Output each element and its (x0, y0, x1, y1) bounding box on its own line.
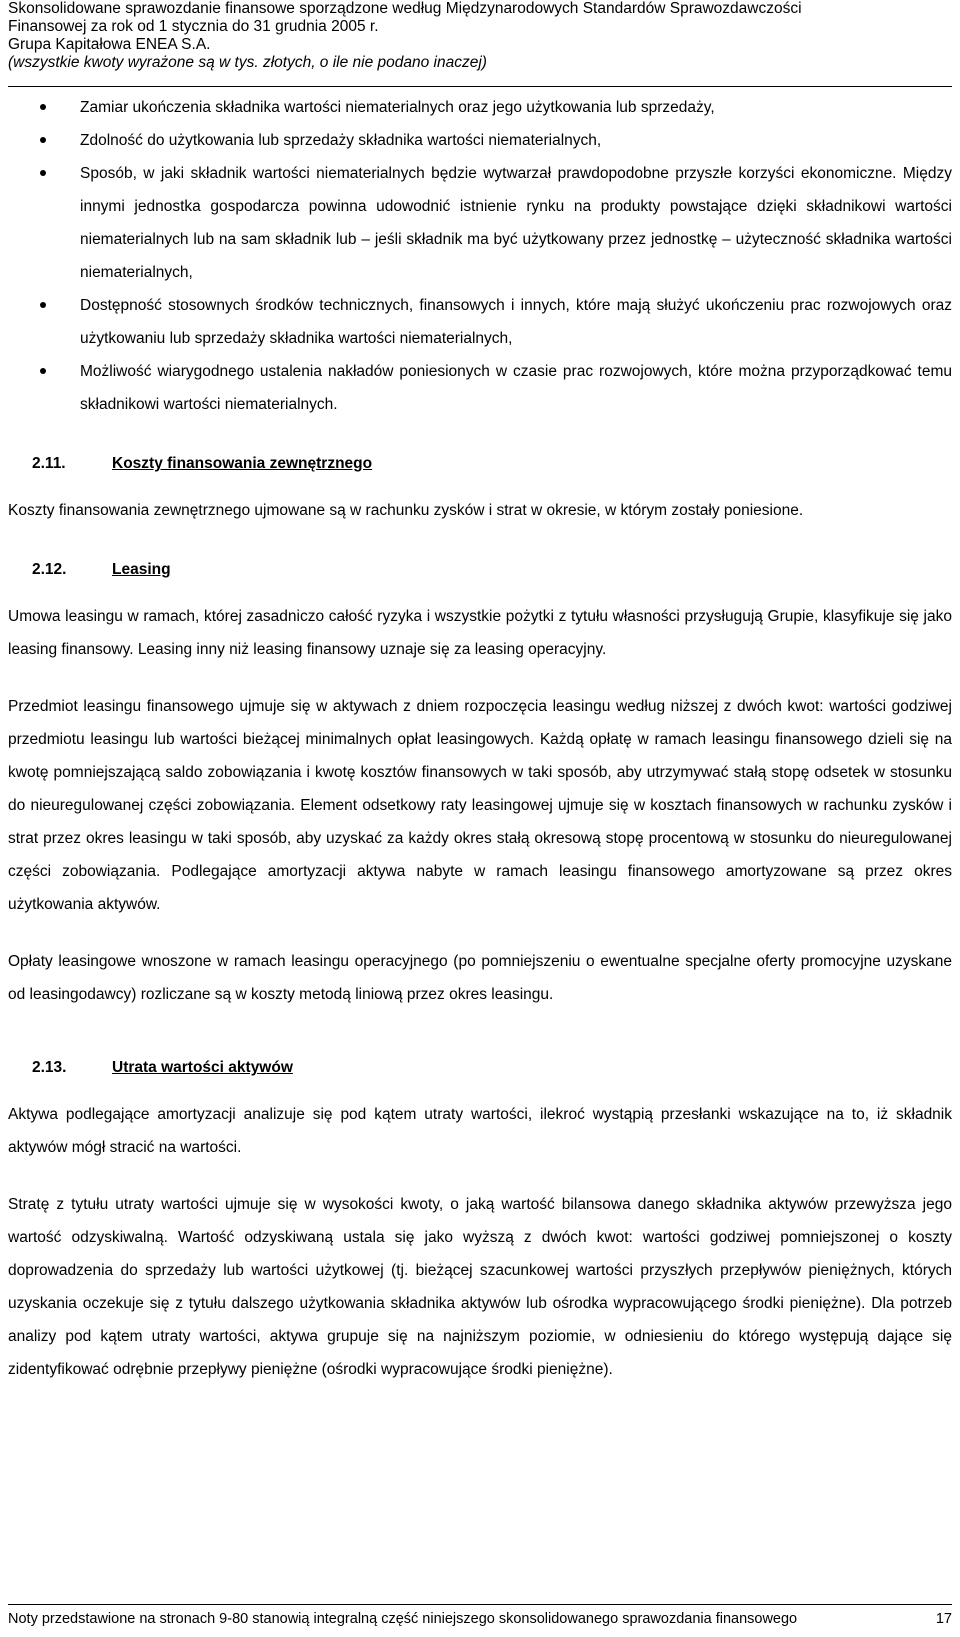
header-title-line-2: Finansowej za rok od 1 stycznia do 31 grudnia 2005 r. (8, 18, 379, 35)
header-company: Grupa Kapitałowa ENEA S.A. (8, 36, 211, 53)
section-heading-2-11 (32, 447, 952, 480)
paragraph: Aktywa podlegające amortyzacji analizuje się pod kątem utraty wartości, ilekroć wystąpią przesłanki wskazujące na to, iż składnik aktywów mógł stracić na wartości. (8, 1106, 952, 1156)
section-number: 2.11. (32, 455, 66, 472)
paragraph: Przedmiot leasingu finansowego ujmuje się w aktywach z dniem rozpoczęcia leasingu według niższej z dwóch kwot: wartości godziwej przedmiotu leasingu lub wartości bieżącej minimalnych opłat leasingowych. Każdą opłatę w ramach leasingu finansowego dzieli się na kwotę pomniejszającą saldo zobowiązania i kwotę kosztów finansowych w taki sposób, aby utrzymywać stałą stopę odsetek w stosunku do nieuregulowanej części zobowiązania. Element odsetkowy raty leasingowej ujmuje się w kosztach finansowych w rachunku zysków i strat przez okres leasingu w taki sposób, aby uzyskać za każdy okres stałą okresową stopę procentową w stosunku do nieuregulowanej części zobowiązania. Podlegające amortyzacji aktywa nabyte w ramach leasingu finansowego amortyzowane są przez okres użytkowania aktywów. (8, 698, 952, 913)
section-number: 2.13. (32, 1059, 67, 1076)
footer-note: Noty przedstawione na stronach 9-80 stanowią integralną część niniejszego skonsolidowanego sprawozdania finansowego (8, 1611, 798, 1627)
section-number: 2.12. (32, 561, 67, 578)
list-item: Zamiar ukończenia składnika wartości niematerialnych oraz jego użytkowania lub sprzedaży, (32, 91, 952, 124)
document-body (8, 92, 952, 1386)
paragraph: Opłaty leasingowe wnoszone w ramach leasingu operacyjnego (po pomniejszeniu o ewentualne specjalne oferty promocyjne uzyskane od leasingodawcy) rozliczane są w koszty metodą liniową przez okres leasingu. (8, 953, 952, 1003)
list-item: Możliwość wiarygodnego ustalenia nakładów poniesionych w czasie prac rozwojowych, które można przyporządkować temu składnikowi wartości niematerialnych. (32, 355, 952, 421)
header-title-line-1: Skonsolidowane sprawozdanie finansowe sporządzone według Międzynarodowych Standardów Sprawozdawczości (8, 0, 802, 17)
section-heading-2-13 (32, 1051, 952, 1084)
page-number: 17 (935, 1611, 952, 1627)
list-item: Sposób, w jaki składnik wartości niematerialnych będzie wytwarzał prawdopodobne przyszłe korzyści ekonomiczne. Między innymi jednostka gospodarcza powinna udowodnić istnienie rynku na produkty powstające dzięki składnikowi wartości niematerialnych lub na sam składnik lub – jeśli składnik ma być użytkowany przez jednostkę – użyteczność składnika wartości niematerialnych, (32, 157, 952, 289)
criteria-list (32, 91, 952, 421)
footer-divider (8, 1604, 952, 1605)
section-title: Utrata wartości aktywów (112, 1059, 293, 1076)
paragraph: Koszty finansowania zewnętrznego ujmowane są w rachunku zysków i strat w okresie, w którym zostały poniesione. (8, 502, 804, 519)
paragraph: Umowa leasingu w ramach, której zasadniczo całość ryzyka i wszystkie pożytki z tytułu własności przysługują Grupie, klasyfikuje się jako leasing finansowy. Leasing inny niż leasing finansowy uznaje się za leasing operacyjny. (8, 608, 952, 658)
paragraph: Stratę z tytułu utraty wartości ujmuje się w wysokości kwoty, o jaką wartość bilansowa danego składnika aktywów przewyższa jego wartość odzyskiwalną. Wartość odzyskiwaną ustala się jako wyższą z dwóch kwot: wartości godziwej pomniejszonej o koszty doprowadzenia do sprzedaży lub wartości użytkowej (tj. bieżącej szacunkowej wartości przyszłych przepływów pieniężnych, których uzyskania oczekuje się z tytułu dalszego użytkowania składnika aktywów lub ośrodka wypracowującego środki pieniężne). Dla potrzeb analizy pod kątem utraty wartości, aktywa grupuje się na najniższym poziomie, w odniesieniu do którego występują dające się zidentyfikować odrębnie przepływy pieniężne (ośrodki wypracowujące środki pieniężne). (8, 1196, 952, 1378)
header-divider (8, 86, 952, 87)
header-amounts-note: (wszystkie kwoty wyrażone są w tys. złotych, o ile nie podano inaczej) (8, 54, 487, 71)
page-header (8, 0, 952, 72)
section-title: Leasing (112, 561, 171, 578)
section-title: Koszty finansowania zewnętrznego (112, 455, 373, 472)
list-item: Zdolność do użytkowania lub sprzedaży składnika wartości niematerialnych, (32, 124, 952, 157)
list-item: Dostępność stosownych środków technicznych, finansowych i innych, które mają służyć ukończeniu prac rozwojowych oraz użytkowaniu lub sprzedaży składnika wartości niematerialnych, (32, 289, 952, 355)
section-heading-2-12 (32, 553, 952, 586)
